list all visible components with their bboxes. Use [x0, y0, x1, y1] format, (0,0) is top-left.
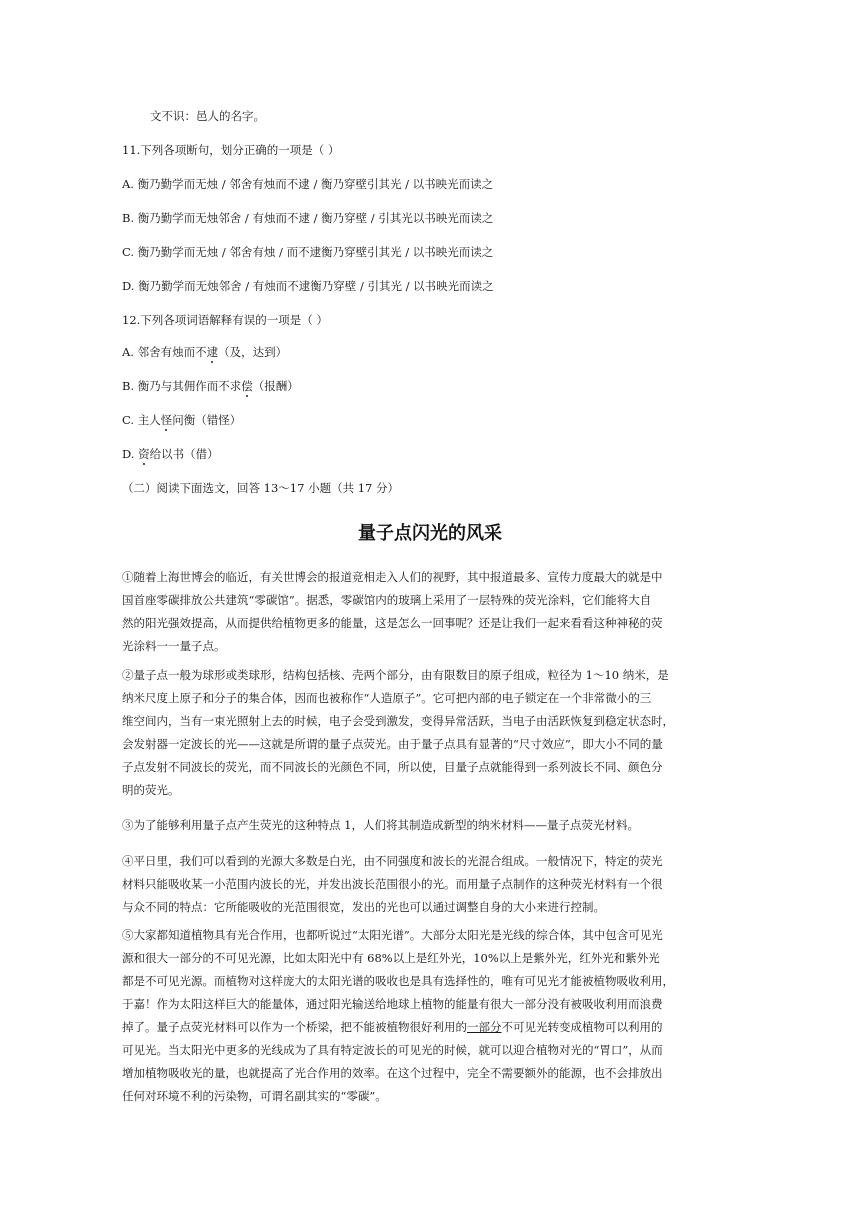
- question-11-option-b: B. 衡乃勤学而无烛邻舍 / 有烛而不逮 / 衡乃穿壁 / 引其光以书映光而读之: [122, 211, 494, 225]
- question-12-option-d: D. 资给以书（借）: [122, 447, 219, 461]
- article-paragraph-4: ④平日里，我们可以看到的光源大多数是白光，由不同强度和波长的光混合组成。一般情况下，特定的荧光 材料只能吸收某一小范围内波长的光，并发出波长范围很小的光。而用量子点制作的这种荧光材料有一个很 与众不同的特点：它所能吸收的光范围很宽，发出的光也可以通过调整自身的大小来进行控制。: [122, 854, 663, 914]
- question-12-option-a: A. 邻舍有烛而不逮（及，达到）: [122, 345, 288, 359]
- emphasis-dot-char: 偿: [241, 379, 253, 393]
- article-paragraph-2: ②量子点一般为球形或类球形，结构包括核、壳两个部分，由有限数目的原子组成，粒径为 1～10 纳米，是 纳米尺度上原子和分子的集合体，因而也被称作“人造原子”。它可把内部的电子锁定在一个非常微小的三 维空间内，当有一束光照射上去的时候，电子会受到激发，变得异常活跃，当电子由活跃恢复到稳定状态时， 会发射器一定波长的光——这就是所谓的量子点荧光。由于量子点具有显著的“尺寸效应”，即大小不同的量 子点发射不同波长的荧光，而不同波长的光颜色不同，所以使，目量子点就能得到一系列波长不同、颜色分 明的荧光。: [122, 668, 674, 797]
- emphasis-dot-char: 逮: [206, 345, 219, 359]
- article-title: 量子点闪光的风采: [358, 523, 502, 544]
- underlined-phrase: 一部分: [467, 1020, 502, 1034]
- question-11-option-c: C. 衡乃勤学而无烛 / 邻舍有烛 / 而不逮衡乃穿壁引其光 / 以书映光而读之: [122, 245, 494, 259]
- emphasis-dot-char: 怪: [160, 413, 173, 427]
- note-line: 文不识：邑人的名字。: [150, 109, 265, 123]
- question-11-option-d: D. 衡乃勤学而无烛邻舍 / 有烛而不逮衡乃穿壁 / 引其光 / 以书映光而读之: [122, 279, 494, 293]
- question-12-option-c: C. 主人怪问衡（错怪）: [122, 413, 242, 427]
- question-12-option-b: B. 衡乃与其佣作而不求偿（报酬）: [122, 379, 299, 393]
- question-11-stem: 11.下列各项断句，划分正确的一项是（ ）: [122, 143, 340, 157]
- emphasis-dot-char: 资: [138, 447, 150, 461]
- question-12-stem: 12.下列各项词语解释有误的一项是（ ）: [122, 313, 328, 327]
- article-paragraph-1: ①随着上海世博会的临近，有关世博会的报道竞相走入人们的视野，其中报道最多、宣传力度最大的就是中 国首座零碳排放公共建筑“零碳馆”。据悉，零碳馆内的玻璃上采用了一层特殊的荧光涂料，它们能将大自 然的阳光强效提高，从而提供给植物更多的能量，这是怎么一回事呢？还是让我们一起来看看这种神秘的荧 光涂料一一量子点。: [122, 570, 663, 653]
- article-paragraph-3: ③为了能够利用量子点产生荧光的这种特点 1，人们将其制造成新型的纳米材料——量子点荧光材料。: [122, 818, 639, 832]
- question-11-option-a: A. 衡乃勤学而无烛 / 邻舍有烛而不逮 / 衡乃穿壁引其光 / 以书映光而读之: [122, 177, 494, 191]
- section-heading: （二）阅读下面选文，回答 13～17 小题（共 17 分）: [122, 481, 400, 495]
- article-paragraph-5: ⑤大家都知道植物具有光合作用，也都听说过“太阳光谱”。大部分太阳光是光线的综合体，其中包含可见光 源和很大一部分的不可见光源，比如太阳光中有 68%以上是红外光，10%以上是紫外光，红外光和紫外光 都是不可见光源。而植物对这样庞大的太阳光谱的吸收也是具有选择性的，唯有可见光才能被植物吸收利用， 于嘉！作为太阳这样巨大的能量体，通过阳光输送给地球上植物的能量有很大一部分没有被吸收利用而浪费 掉了。量子点荧光材料可以作为一个桥梁，把不能被植物很好利用的一部分不可见光转变成植物可以利用的 可见光。当太阳光中更多的光线成为了具有特定波长的可见光的时候，就可以迎合植物对光的“胃口”，从而 增加植物吸收光的量，也就提高了光合作用的效率。在这个过程中，完全不需要额外的能源，也不会排放出 任何对环境不利的污染物，可谓名副其实的“零碳”。: [122, 928, 674, 1103]
